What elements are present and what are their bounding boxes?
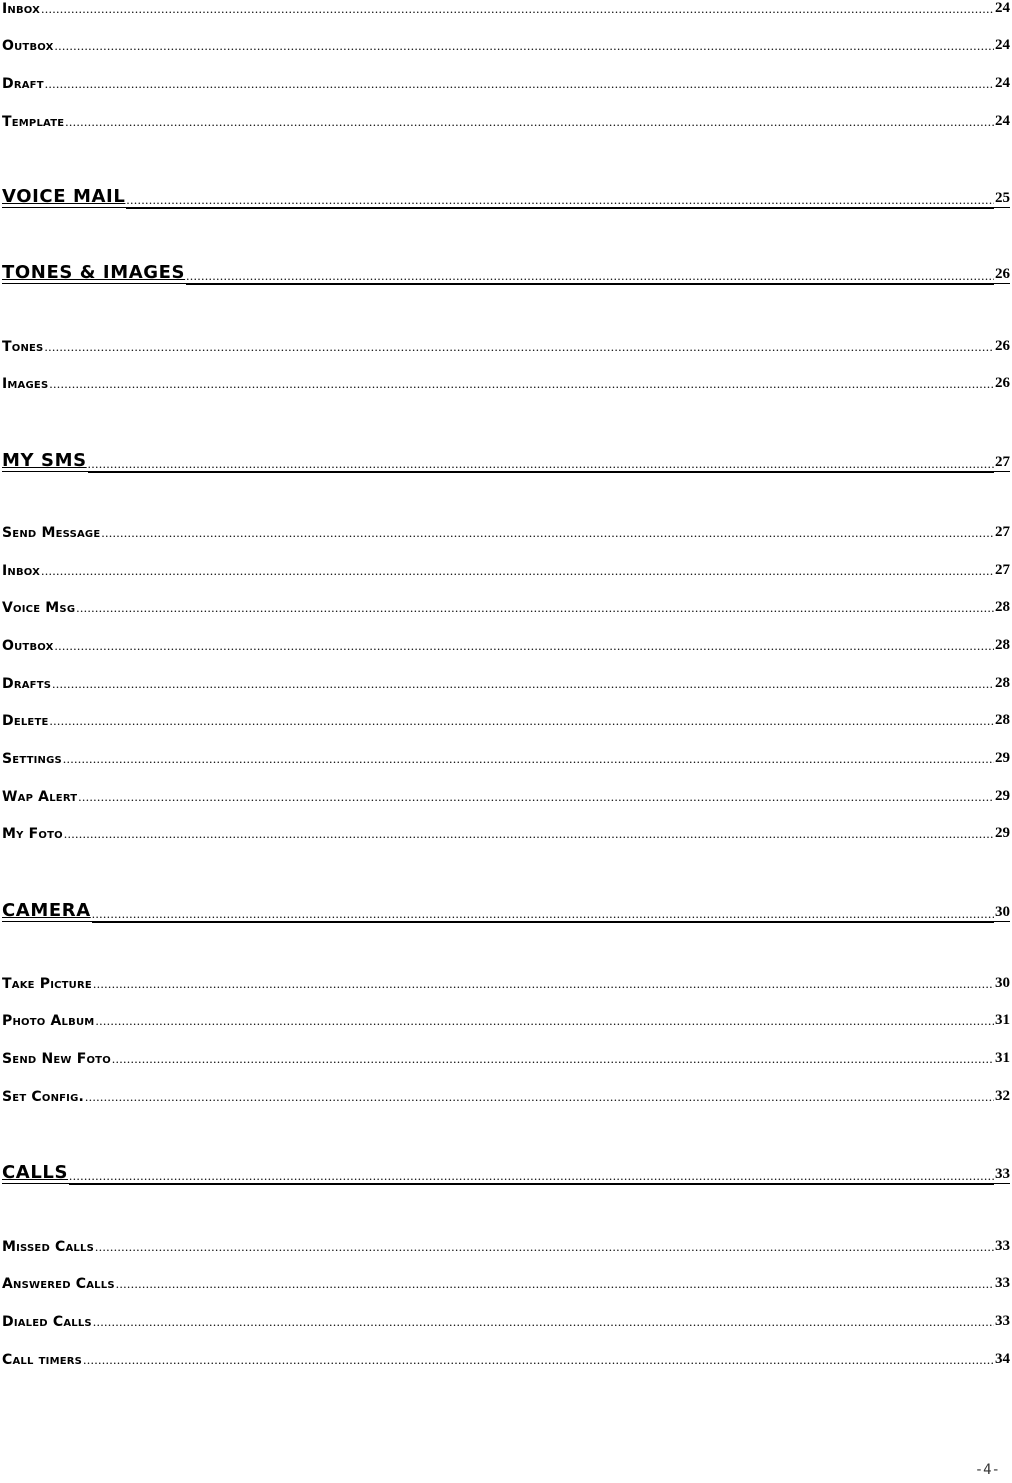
toc-entry-page: 33 — [995, 1238, 1010, 1254]
dot-leader — [52, 676, 994, 692]
dot-leader — [126, 192, 994, 209]
dot-leader — [85, 1089, 994, 1105]
toc-entry-title: Inbox — [2, 1, 41, 17]
dot-leader — [45, 76, 994, 92]
toc-entry-page: 33 — [995, 1313, 1010, 1329]
dot-leader — [50, 713, 994, 729]
dot-leader — [112, 1051, 994, 1067]
toc-entry-title: Outbox — [2, 38, 54, 54]
toc-entry-title: Dialed Calls — [2, 1314, 92, 1330]
dot-leader — [69, 1168, 994, 1185]
dot-leader — [76, 600, 994, 616]
toc-entry-drafts[interactable] — [2, 672, 1010, 692]
toc-entry-delete[interactable] — [2, 709, 1010, 729]
toc-entry-page: 28 — [995, 599, 1010, 615]
toc-entry-set-config[interactable] — [2, 1085, 1010, 1105]
dot-leader — [116, 1276, 994, 1292]
toc-entry-send-new-foto[interactable] — [2, 1047, 1010, 1067]
dot-leader — [186, 268, 994, 285]
dot-leader — [88, 456, 994, 473]
toc-entry-page: 26 — [995, 375, 1010, 391]
toc-entry-voice-msg[interactable] — [2, 596, 1010, 616]
toc-entry-page: 30 — [995, 975, 1010, 991]
toc-entry-title: Photo Album — [2, 1013, 95, 1029]
dot-leader — [63, 751, 994, 767]
toc-entry-page: 31 — [995, 1012, 1010, 1028]
toc-entry-title: Take Picture — [2, 976, 92, 992]
toc-entry-inbox[interactable] — [2, 0, 1010, 17]
toc-chapter-title: VOICE MAIL — [2, 186, 126, 207]
toc-entry-call-timers[interactable] — [2, 1348, 1010, 1368]
toc-entry-page: 24 — [995, 37, 1010, 53]
toc-chapter-page: 27 — [995, 454, 1010, 470]
toc-chapter-title: MY SMS — [2, 450, 87, 471]
toc-chapter-my-sms[interactable] — [2, 445, 1010, 472]
toc-entry-page: 24 — [995, 113, 1010, 129]
toc-chapter-page: 26 — [995, 266, 1010, 282]
toc-chapter-camera[interactable] — [2, 895, 1010, 922]
toc-entry-my-foto[interactable] — [2, 822, 1010, 842]
dot-leader — [55, 38, 994, 54]
toc-entry-tones[interactable] — [2, 335, 1010, 355]
toc-entry-outbox[interactable] — [2, 634, 1010, 654]
toc-entry-template[interactable] — [2, 110, 1010, 130]
toc-entry-title: Draft — [2, 76, 44, 92]
toc-chapter-voice-mail[interactable] — [2, 181, 1010, 208]
toc-entry-page: 28 — [995, 712, 1010, 728]
toc-entry-page: 27 — [995, 524, 1010, 540]
toc-chapter-page: 33 — [995, 1166, 1010, 1182]
toc-entry-page: 31 — [995, 1050, 1010, 1066]
toc-entry-page: 29 — [995, 750, 1010, 766]
dot-leader — [41, 1, 994, 17]
toc-entry-title: Voice Msg — [2, 600, 76, 616]
toc-entry-title: Set Config. — [2, 1089, 85, 1105]
toc-entry-page: 33 — [995, 1275, 1010, 1291]
dot-leader — [78, 789, 994, 805]
toc-chapter-tones-images[interactable] — [2, 257, 1010, 284]
toc-entry-title: Images — [2, 376, 49, 392]
dot-leader — [95, 1013, 994, 1029]
toc-entry-title: Call timers — [2, 1352, 83, 1368]
toc-entry-title: Tones — [2, 339, 44, 355]
toc-chapter-page: 25 — [995, 190, 1010, 206]
toc-entry-title: Inbox — [2, 563, 41, 579]
dot-leader — [92, 906, 994, 923]
toc-chapter-page: 30 — [995, 904, 1010, 920]
dot-leader — [55, 638, 994, 654]
dot-leader — [93, 976, 994, 992]
toc-entry-take-picture[interactable] — [2, 972, 1010, 992]
toc-chapter-title: CALLS — [2, 1162, 69, 1183]
toc-chapter-calls[interactable] — [2, 1157, 1010, 1184]
dot-leader — [83, 1352, 994, 1368]
toc-entry-page: 29 — [995, 825, 1010, 841]
toc-entry-title: Outbox — [2, 638, 54, 654]
toc-entry-page: 26 — [995, 338, 1010, 354]
toc-entry-page: 29 — [995, 788, 1010, 804]
dot-leader — [44, 339, 994, 355]
dot-leader — [65, 114, 994, 130]
page-number: -4- — [974, 1462, 1000, 1478]
toc-entry-title: Send New Foto — [2, 1051, 111, 1067]
toc-entry-images[interactable] — [2, 372, 1010, 392]
toc-entry-title: My Foto — [2, 826, 63, 842]
toc-entry-title: Template — [2, 114, 65, 130]
toc-entry-outbox[interactable] — [2, 34, 1010, 54]
toc-entry-photo-album[interactable] — [2, 1009, 1010, 1029]
toc-entry-title: Missed Calls — [2, 1239, 94, 1255]
toc-entry-title: Drafts — [2, 676, 52, 692]
dot-leader — [41, 563, 994, 579]
dot-leader — [49, 376, 994, 392]
toc-entry-page: 32 — [995, 1088, 1010, 1104]
dot-leader — [93, 1314, 994, 1330]
toc-entry-answered-calls[interactable] — [2, 1272, 1010, 1292]
toc-entry-page: 27 — [995, 562, 1010, 578]
toc-entry-dialed-calls[interactable] — [2, 1310, 1010, 1330]
toc-entry-title: Settings — [2, 751, 62, 767]
toc-entry-draft[interactable] — [2, 72, 1010, 92]
toc-entry-title: Send Message — [2, 525, 101, 541]
toc-entry-page: 28 — [995, 637, 1010, 653]
dot-leader — [95, 1239, 994, 1255]
toc-entry-title: Answered Calls — [2, 1276, 115, 1292]
toc-entry-settings[interactable] — [2, 747, 1010, 767]
toc-entry-page: 24 — [995, 75, 1010, 91]
toc-entry-title: Wap Alert — [2, 789, 78, 805]
toc-chapter-title: CAMERA — [2, 900, 91, 921]
toc-entry-inbox[interactable] — [2, 559, 1010, 579]
dot-leader — [64, 826, 994, 842]
toc-entry-page: 28 — [995, 675, 1010, 691]
toc-entry-page: 24 — [995, 0, 1010, 16]
toc-entry-send-message[interactable] — [2, 521, 1010, 541]
dot-leader — [101, 525, 994, 541]
toc-entry-page: 34 — [995, 1351, 1010, 1367]
toc-chapter-title: TONES & IMAGES — [2, 262, 186, 283]
toc-entry-title: Delete — [2, 713, 49, 729]
toc-entry-wap-alert[interactable] — [2, 785, 1010, 805]
toc-entry-missed-calls[interactable] — [2, 1235, 1010, 1255]
